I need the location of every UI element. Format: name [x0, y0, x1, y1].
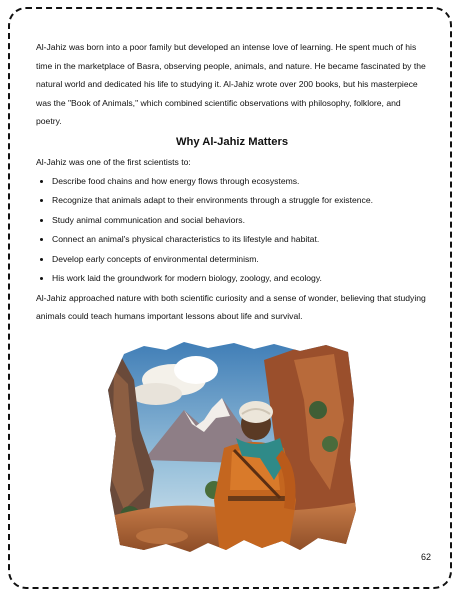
- list-item: • Study animal communication and social behaviors.: [52, 211, 428, 231]
- list-item: • His work laid the groundwork for modern biology, zoology, and ecology.: [52, 269, 428, 289]
- page-content: [36, 38, 428, 326]
- lead-sentence: Al-Jahiz was one of the first scientists to:: [36, 156, 191, 167]
- intro-paragraph: Al-Jahiz was born into a poor family but developed an intense love of learning. He spent much of his time in the marketplace of Basra, observing people, animals, and nature. He became fascinated by the natural world and dedicated his life to studying it. Al-Jahiz wrote over 200 books, but his masterpiece was the "Book of Animals," which combined scientific observations with philosophy, folklore, and poetry.: [36, 42, 426, 127]
- list-item: • Connect an animal's physical characteristics to its lifestyle and habitat.: [52, 230, 428, 250]
- list-item: • Describe food chains and how energy flows through ecosystems.: [52, 172, 428, 192]
- list-item: • Recognize that animals adapt to their environments through a struggle for existence.: [52, 191, 428, 211]
- illustration-scholar-in-mountains: [104, 340, 358, 555]
- section-heading: Why Al-Jahiz Matters: [175, 135, 289, 148]
- bullet-list: [36, 172, 428, 289]
- closing-paragraph: Al-Jahiz approached nature with both scientific curiosity and a sense of wonder, believing that studying animals could teach humans important lessons about life and survival.: [36, 292, 426, 322]
- page-number: 62: [421, 552, 432, 562]
- list-item: • Develop early concepts of environmental determinism.: [52, 250, 428, 270]
